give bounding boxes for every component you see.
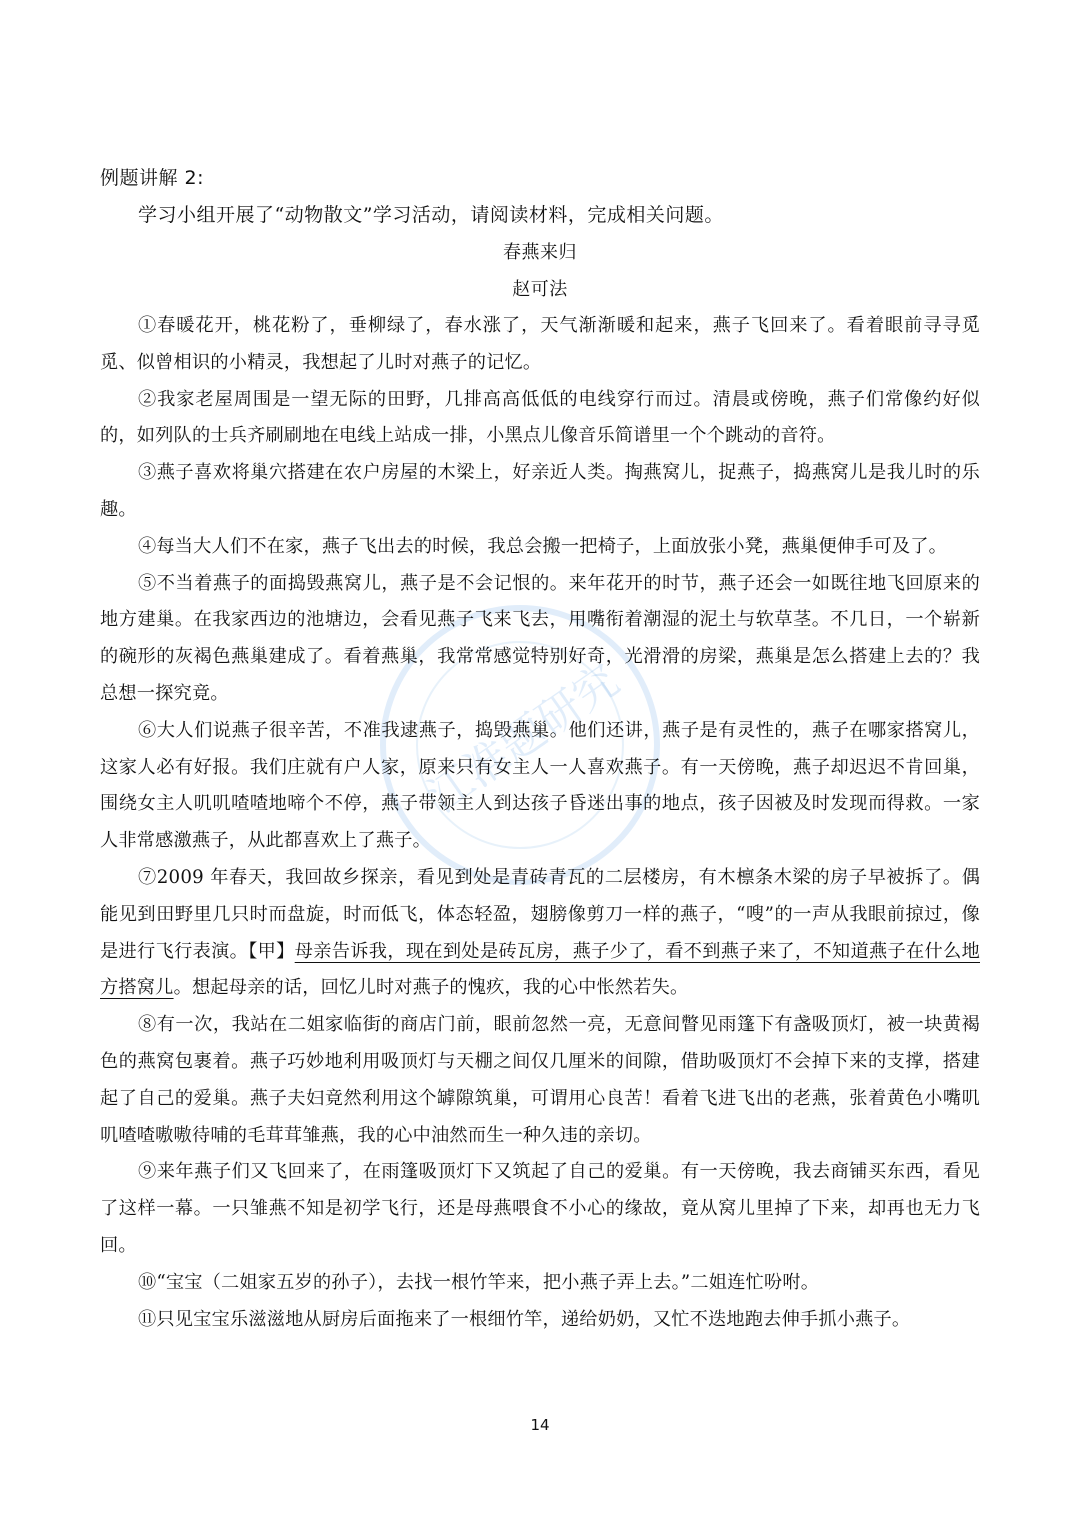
article-author: 赵可法 (512, 279, 568, 300)
paragraph-5: ⑤不当着燕子的面捣毁燕窝儿，燕子是不会记恨的。来年花开的时节，燕子还会一如既往地飞回原来的地方建巢。在我家西边的池塘边，会看见燕子飞来飞去，用嘴衔着潮湿的泥土与软草茎。不几日，一个崭新的碗形的灰褐色燕巢建成了。看着燕巢，我常常感觉特别好奇，光滑滑的房梁，燕巢是怎么搭建上去的？我总想一探究竟。 (100, 572, 980, 704)
paragraph-7-before: ⑦2009 年春天，我回故乡探亲，看见到处是青砖青瓦的二层楼房，有木檩条木梁的房子早被拆了。偶能见到田野里几只时而盘旋，时而低飞，体态轻盈，翅膀像剪刀一样的燕子，“嗖”的一声从我眼前掠过，像是进行飞行表演。【甲】 (100, 866, 980, 962)
paragraph-7-after: 。想起母亲的话，回忆儿时对燕子的愧疚，我的心中怅然若失。 (173, 977, 689, 999)
watermark-text: 江淮题研究 (418, 654, 629, 823)
paragraph-6: ⑥大人们说燕子很辛苦，不准我逮燕子，捣毁燕巢。他们还讲，燕子是有灵性的，燕子在哪家搭窝儿，这家人必有好报。我们庄就有户人家，原来只有女主人一人喜欢燕子。有一天傍晚，燕子却迟迟不肯回巢，围绕女主人叽叽喳喳地啼个不停，燕子带领主人到达孩子昏迷出事的地点，孩子因被及时发现而得救。一家人非常感激燕子，从此都喜欢上了燕子。 (100, 719, 980, 852)
paragraph-11: ⑪只见宝宝乐滋滋地从厨房后面拖来了一根细竹竿，递给奶奶，又忙不迭地跑去伸手抓小燕子。 (138, 1308, 911, 1330)
paragraph-7 (100, 860, 980, 1007)
article-title: 春燕来归 (503, 242, 577, 263)
paragraph-8: ⑧有一次，我站在二姐家临街的商店门前，眼前忽然一亮，无意间瞥见雨篷下有盏吸顶灯，被一块黄褐色的燕窝包裹着。燕子巧妙地利用吸顶灯与天棚之间仅几厘米的间隙，借助吸顶灯不会掉下来的支撑，搭建起了自己的爱巢。燕子夫妇竟然利用这个罅隙筑巢，可谓用心良苦！看着飞进飞出的老燕，张着黄色小嘴叽叽喳喳嗷嗷待哺的毛茸茸雏燕，我的心中油然而生一种久违的亲切。 (100, 1014, 980, 1146)
example-label: 例题讲解 2: (100, 167, 205, 189)
paragraph-4: ④每当大人们不在家，燕子飞出去的时候，我总会搬一把椅子，上面放张小凳，燕巢便伸手可及了。 (138, 535, 948, 557)
document-content (100, 160, 980, 1338)
paragraph-9: ⑨来年燕子们又飞回来了，在雨篷吸顶灯下又筑起了自己的爱巢。有一天傍晚，我去商铺买东西，看见了这样一幕。一只雏燕不知是初学飞行，还是母燕喂食不小心的缘故，竟从窝儿里掉了下来，却再也无力飞回。 (100, 1161, 980, 1256)
paragraph-10: ⑩“宝宝（二姐家五岁的孙子），去找一根竹竿来，把小燕子弄上去。”二姐连忙吩咐。 (138, 1271, 820, 1293)
intro-text: 学习小组开展了“动物散文”学习活动，请阅读材料，完成相关问题。 (138, 204, 724, 226)
paragraph-2: ②我家老屋周围是一望无际的田野，几排高高低低的电线穿行而过。清晨或傍晚，燕子们常像约好似的，如列队的士兵齐刷刷地在电线上站成一排，小黑点儿像音乐简谱里一个个跳动的音符。 (100, 388, 980, 447)
paragraph-1: ①春暖花开，桃花粉了，垂柳绿了，春水涨了，天气渐渐暖和起来，燕子飞回来了。看着眼前寻寻觅觅、似曾相识的小精灵，我想起了儿时对燕子的记忆。 (100, 315, 980, 373)
paragraph-7-underlined-sentence: 母亲告诉我，现在到处是砖瓦房，燕子少了，看不到燕子来了，不知道燕子在什么地方搭窝儿 (100, 940, 980, 999)
page-number: 14 (530, 1416, 550, 1434)
paragraph-3: ③燕子喜欢将巢穴搭建在农户房屋的木梁上，好亲近人类。掏燕窝儿，捉燕子，捣燕窝儿是我儿时的乐趣。 (100, 462, 980, 520)
